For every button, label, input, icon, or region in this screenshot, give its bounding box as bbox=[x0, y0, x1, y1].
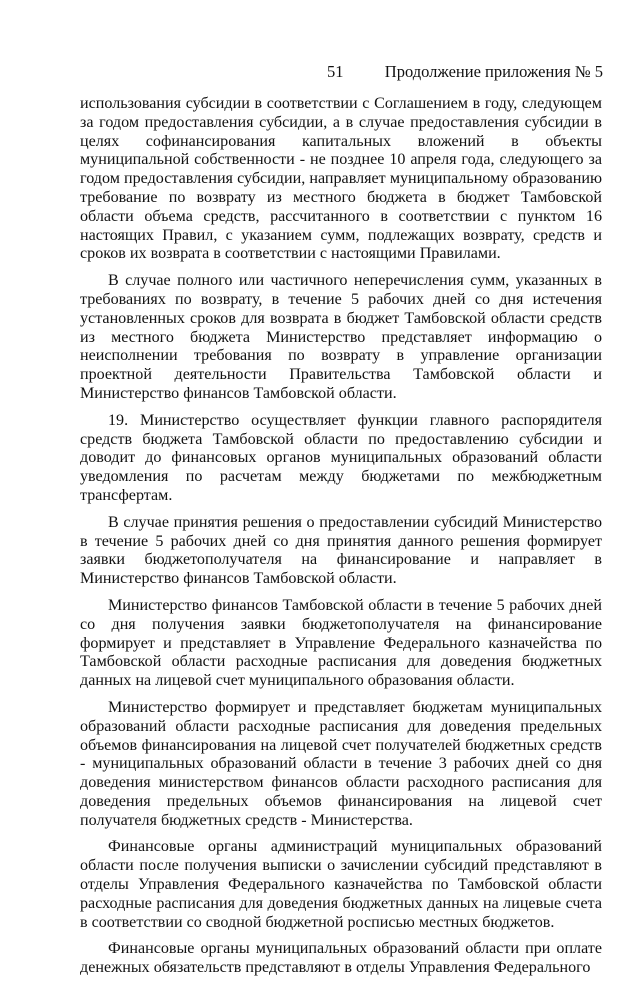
paragraph-2: В случае полного или частичного неперечисления сумм, указанных в требованиях по возврату, в течение 5 рабочих дней со дня истечения установленных сроков для возврата в бюджет Тамбовской области средств из местного бюджета Министерство представляет информацию о неисполнении требования по возврату в управление организации проектной деятельности Правительства Тамбовской области и Министерство финансов Тамбовской области. bbox=[80, 272, 602, 402]
paragraph-3-item-19: 19. Министерство осуществляет функции главного распорядителя средств бюджета Тамбовской области по предоставлению субсидии и доводит до финансовых органов муниципальных образований области уведомления по расчетам между бюджетами по межбюджетным трансфертам. bbox=[80, 411, 602, 504]
paragraph-5: Министерство финансов Тамбовской области в течение 5 рабочих дней со дня получения заявки бюджетополучателя на финансирование формирует и представляет в Управление Федерального казначейства по Тамбовской области расходные расписания для доведения бюджетных данных на лицевой счет муниципального образования области. bbox=[80, 596, 602, 690]
paragraph-1: использования субсидии в соответствии с Соглашением в году, следующем за годом предоставления субсидии, а в случае предоставления субсидии в целях софинансирования капитальных вложений в объекты муниципальной собственности - не позднее 10 апреля года, следующего за годом предоставления субсидии, направляет муниципальному образованию требование по возврату из местного бюджета в бюджет Тамбовской области объема средств, рассчитанного в соответствии с пунктом 16 настоящих Правил, с указанием сумм, подлежащих возврату, средств и сроков их возврата в соответствии с настоящими Правилами. bbox=[80, 95, 602, 263]
paragraph-7: Финансовые органы администраций муниципальных образований области после получения выписки о зачислении субсидий представляют в отделы Управления Федерального казначейства по Тамбовской области расходные расписания для доведения бюджетных данных на лицевые счета в соответствии со сводной бюджетной росписью местных бюджетов. bbox=[80, 838, 602, 931]
page-header bbox=[0, 62, 640, 84]
paragraph-8: Финансовые органы муниципальных образований области при оплате денежных обязательств представляют в отделы Управления Федерального bbox=[80, 940, 602, 977]
paragraph-6: Министерство формирует и представляет бюджетам муниципальных образований области расходные расписания для доведения предельных объемов финансирования на лицевой счет получателей бюджетных средств - муниципальных образований области в течение 3 рабочих дней со дня доведения министерством финансов области расходного расписания для доведения предельных объемов финансирования на лицевой счет получателя бюджетных средств - Министерства. bbox=[80, 698, 602, 829]
appendix-continuation-label: Продолжение приложения № 5 bbox=[384, 62, 603, 81]
paragraph-4: В случае принятия решения о предоставлении субсидий Министерство в течение 5 рабочих дней со дня принятия данного решения формирует заявки бюджетополучателя на финансирование и направляет в Министерство финансов Тамбовской области. bbox=[80, 513, 602, 588]
page-number: 51 bbox=[327, 62, 344, 81]
document-body bbox=[80, 95, 602, 986]
